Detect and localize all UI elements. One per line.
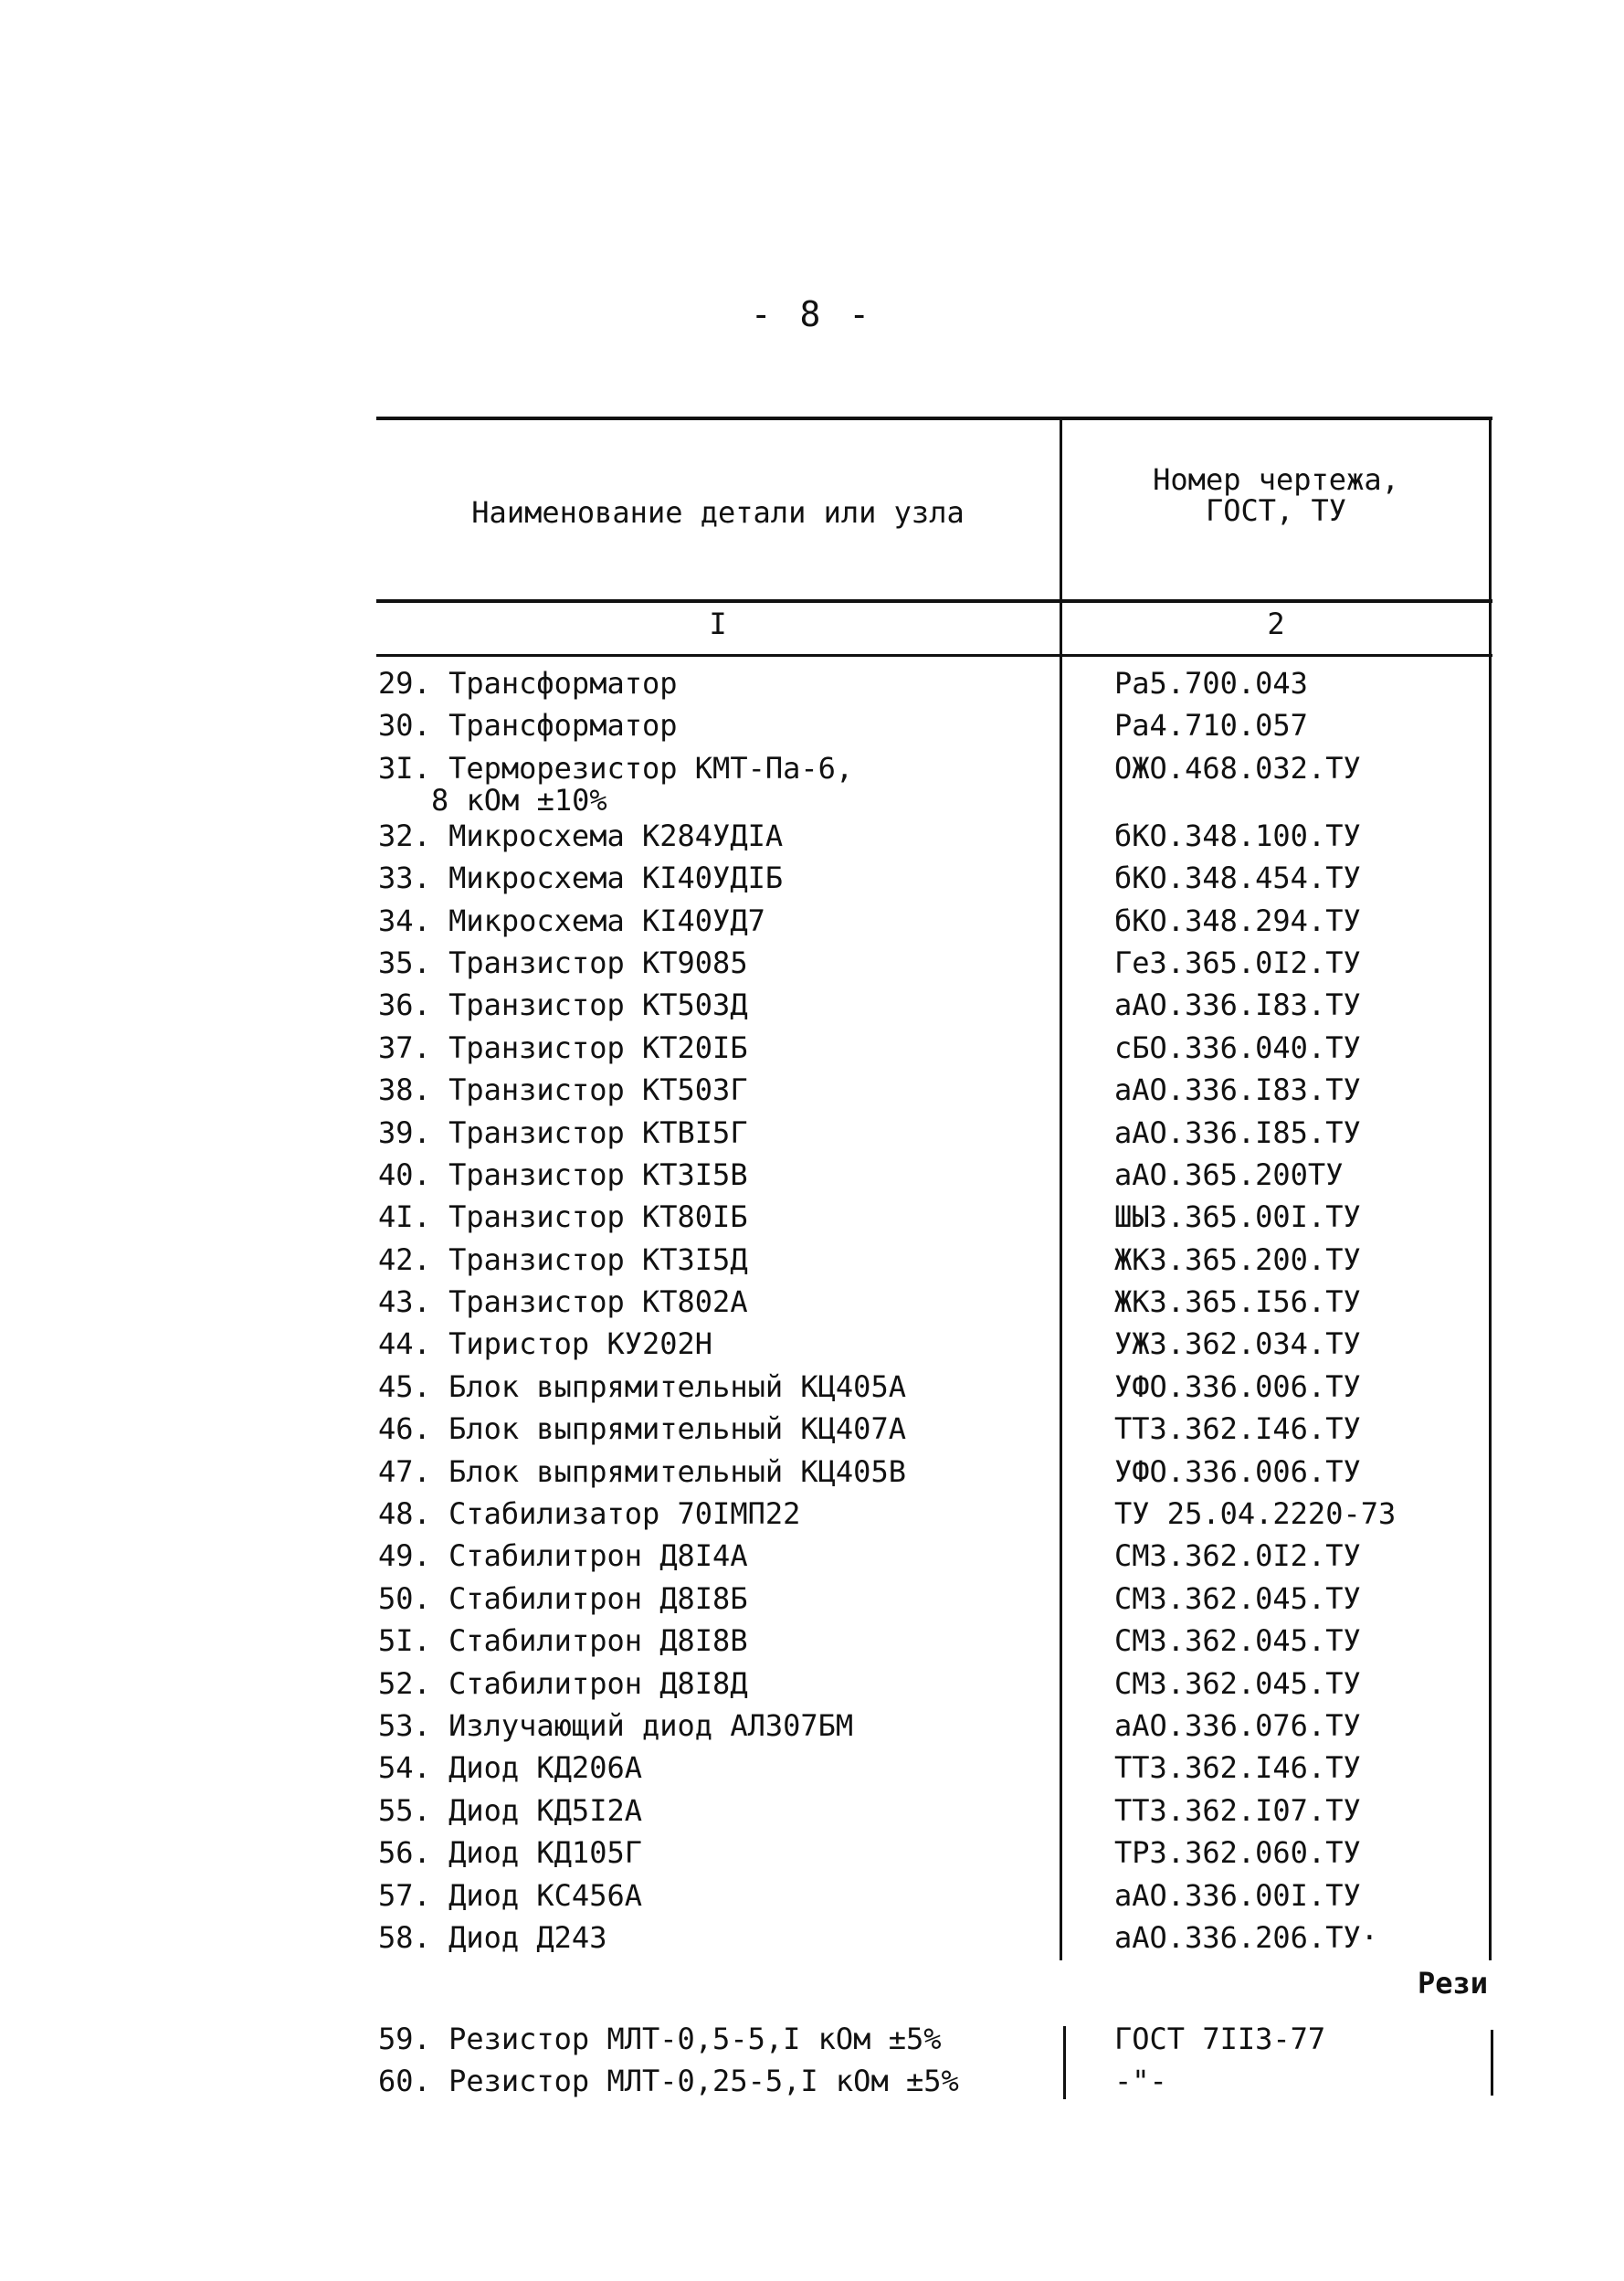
part-name <box>378 1580 1054 1617</box>
header-index-2: 2 <box>1267 607 1285 641</box>
part-name-text: Стабилитрон Д8I8Б <box>448 1580 748 1616</box>
table-row <box>378 1495 1483 1537</box>
table-row <box>378 1749 1483 1791</box>
part-name <box>378 1495 1054 1532</box>
table-right-border <box>1489 417 1492 1960</box>
row-number: 55. <box>378 1792 431 1828</box>
row-number: 5I. <box>378 1623 431 1659</box>
drawing-number: СМ3.362.0I2.ТУ <box>1114 1538 1361 1574</box>
part-name-text: Транзистор КТ503Д <box>448 987 748 1023</box>
table-row <box>378 1834 1483 1876</box>
table-row <box>378 818 1483 860</box>
row-number: 52. <box>378 1665 431 1701</box>
part-name-text: Транзистор КТ503Г <box>448 1072 748 1108</box>
row-number: 57. <box>378 1877 431 1913</box>
part-name-text: Транзистор КТ20IБ <box>448 1030 748 1065</box>
table-row <box>378 1283 1483 1325</box>
row-number: 40. <box>378 1156 431 1192</box>
table-row <box>378 665 1483 707</box>
table-header-rule <box>376 599 1492 603</box>
row-number: 34. <box>378 903 431 938</box>
drawing-number: ОЖО.468.032.ТУ <box>1114 750 1361 786</box>
part-name <box>378 1368 1054 1405</box>
part-name <box>378 1792 1054 1829</box>
header-index-1: I <box>709 607 727 641</box>
drawing-number: аАО.336.206.ТУ· <box>1114 1919 1378 1955</box>
table-row <box>378 903 1483 945</box>
part-name-text: Диод Д243 <box>448 1919 607 1955</box>
row-number: 56. <box>378 1835 431 1871</box>
part-name-text: Микросхема КI40УДIБ <box>448 861 784 896</box>
part-name-text: Стабилизатор 70IМП22 <box>448 1496 801 1532</box>
part-name-text: Блок выпрямительный КЦ405В <box>448 1453 906 1489</box>
drawing-number: СМ3.362.045.ТУ <box>1114 1623 1361 1659</box>
table-row <box>378 860 1483 902</box>
drawing-number: УЖ3.362.034.ТУ <box>1114 1326 1361 1362</box>
part-name <box>378 1537 1054 1574</box>
drawing-number: ТУ 25.04.2220-73 <box>1114 1496 1397 1532</box>
part-name <box>378 1283 1054 1320</box>
part-name-text: Блок выпрямительный КЦ407А <box>448 1411 906 1447</box>
table-row <box>378 1919 1483 1961</box>
part-name <box>378 1453 1054 1490</box>
drawing-number: Ра5.700.043 <box>1114 666 1308 701</box>
part-name-text: Терморезистор КМТ-Па-6, <box>448 750 854 786</box>
part-name <box>378 1877 1054 1914</box>
row-number: 29. <box>378 666 431 701</box>
table-index-rule <box>376 654 1492 657</box>
part-name-text: Транзистор КТ802А <box>448 1284 748 1320</box>
row-number: 4I. <box>378 1199 431 1235</box>
table-row <box>378 707 1483 749</box>
table-row <box>378 1665 1483 1707</box>
table-top-rule <box>376 417 1492 420</box>
drawing-number: бКО.348.294.ТУ <box>1114 903 1361 938</box>
drawing-number: УФО.336.006.ТУ <box>1114 1368 1361 1404</box>
row-number: 39. <box>378 1114 431 1150</box>
table-row <box>378 1792 1483 1834</box>
drawing-number: ЖК3.365.200.ТУ <box>1114 1241 1361 1277</box>
part-name <box>378 860 1054 896</box>
part-name-text: Резистор МЛТ-0,5-5,I кОм ±5% <box>448 2022 942 2056</box>
section-continuation-word: Рези <box>1418 1966 1489 2001</box>
table-row <box>378 1072 1483 1114</box>
table-row <box>378 1622 1483 1664</box>
part-name <box>378 1749 1054 1786</box>
row-number: 60. <box>378 2064 431 2099</box>
table-row <box>378 1114 1483 1156</box>
table-row <box>378 1368 1483 1410</box>
part-name <box>378 2021 1054 2057</box>
part-name <box>378 707 1054 744</box>
drawing-number: ТР3.362.060.ТУ <box>1114 1835 1361 1871</box>
row-number: 3I. <box>378 750 431 786</box>
part-name <box>378 1072 1054 1108</box>
table-row <box>378 750 1483 818</box>
drawing-number: аАО.365.200ТУ <box>1114 1156 1344 1192</box>
part-name-text: Излучающий диод АЛ307БМ <box>448 1707 854 1743</box>
drawing-number: ТТ3.362.I07.ТУ <box>1114 1792 1361 1828</box>
drawing-number: Ге3.365.0I2.ТУ <box>1114 945 1361 980</box>
row-number: 30. <box>378 708 431 744</box>
row-number: 50. <box>378 1580 431 1616</box>
drawing-number: ТТ3.362.I46.ТУ <box>1114 1750 1361 1786</box>
part-name <box>378 818 1054 854</box>
part-name <box>378 1199 1054 1235</box>
table-row <box>378 1030 1483 1072</box>
row-number: 49. <box>378 1538 431 1574</box>
drawing-number: УФО.336.006.ТУ <box>1114 1453 1361 1489</box>
part-name <box>378 987 1054 1023</box>
page-number: - 8 - <box>750 294 874 334</box>
header-drawing-number-line2: ГОСТ, ТУ <box>1205 493 1347 528</box>
part-name <box>378 1919 1054 1956</box>
part-name-continuation: 8 кОм ±10% <box>431 782 607 818</box>
row-number: 45. <box>378 1368 431 1404</box>
row-number: 58. <box>378 1919 431 1955</box>
drawing-number: ШЫ3.365.00I.ТУ <box>1114 1199 1361 1235</box>
drawing-number: бКО.348.100.ТУ <box>1114 818 1361 853</box>
row-number: 44. <box>378 1326 431 1362</box>
part-name-text: Транзистор КТВI5Г <box>448 1114 748 1150</box>
drawing-number: Ра4.710.057 <box>1114 708 1308 744</box>
part-name-text: Диод КД5I2А <box>448 1792 642 1828</box>
drawing-number: ТТ3.362.I46.ТУ <box>1114 1411 1361 1447</box>
part-name <box>378 1707 1054 1744</box>
part-name-text: Стабилитрон Д8I8Д <box>448 1665 748 1701</box>
table-body <box>378 665 1483 1961</box>
table-row <box>378 1453 1483 1495</box>
part-name <box>378 1241 1054 1278</box>
part-name <box>378 1410 1054 1447</box>
part-name-text: Диод КС456А <box>448 1877 642 1913</box>
table-row <box>378 1156 1483 1199</box>
part-name-text: Диод КД206А <box>448 1750 642 1786</box>
row-number: 38. <box>378 1072 431 1108</box>
drawing-number: аАО.336.00I.ТУ <box>1114 1877 1361 1913</box>
part-name-text: Блок выпрямительный КЦ405А <box>448 1368 906 1404</box>
drawing-number: СМ3.362.045.ТУ <box>1114 1665 1361 1701</box>
table-row <box>378 1241 1483 1283</box>
row-number: 43. <box>378 1284 431 1320</box>
part-name <box>378 1665 1054 1702</box>
table-row <box>378 1877 1483 1919</box>
header-drawing-number-line1: Номер чертежа, <box>1153 462 1399 497</box>
drawing-number: аАО.336.I85.ТУ <box>1114 1114 1361 1150</box>
header-part-name: Наименование детали или узла <box>471 495 965 530</box>
part-name-text: Транзистор КТ9085 <box>448 945 748 980</box>
drawing-number: сБО.336.040.ТУ <box>1114 1030 1361 1065</box>
part-name-text: Трансформатор <box>448 708 678 744</box>
row-number: 32. <box>378 818 431 853</box>
drawing-number: ЖК3.365.I56.ТУ <box>1114 1284 1361 1320</box>
table-row <box>378 2021 1483 2063</box>
part-name <box>378 1156 1054 1193</box>
header-drawing-number <box>1063 464 1489 526</box>
drawing-number: аАО.336.076.ТУ <box>1114 1707 1361 1743</box>
drawing-number: аАО.336.I83.ТУ <box>1114 987 1361 1023</box>
row-number: 47. <box>378 1453 431 1489</box>
drawing-number: СМ3.362.045.ТУ <box>1114 1580 1361 1616</box>
row-number: 42. <box>378 1241 431 1277</box>
row-number: 33. <box>378 861 431 896</box>
table-row <box>378 1199 1483 1241</box>
part-name <box>378 665 1054 702</box>
part-name <box>378 903 1054 939</box>
part-name-text: Диод КД105Г <box>448 1835 642 1871</box>
part-name-text: Стабилитрон Д8I4А <box>448 1538 748 1574</box>
part-name-text: Стабилитрон Д8I8В <box>448 1623 748 1659</box>
tail-right-border <box>1491 2030 1493 2096</box>
row-number: 54. <box>378 1750 431 1786</box>
row-number: 46. <box>378 1411 431 1447</box>
table-row <box>378 1325 1483 1368</box>
part-name-text: Микросхема КI40УД7 <box>448 903 765 938</box>
row-number: 35. <box>378 945 431 980</box>
part-name <box>378 750 1054 818</box>
part-name-text: Тиристор КУ202Н <box>448 1326 713 1362</box>
part-name <box>378 1622 1054 1659</box>
part-name-text: Резистор МЛТ-0,25-5,I кОм ±5% <box>448 2064 959 2099</box>
part-name-text: Транзистор КТ3I5Д <box>448 1241 748 1277</box>
row-number: 37. <box>378 1030 431 1065</box>
table-row <box>378 1410 1483 1452</box>
row-number: 53. <box>378 1707 431 1743</box>
part-name <box>378 2063 1054 2099</box>
part-name <box>378 945 1054 981</box>
part-name-text: Транзистор КТ80IБ <box>448 1199 748 1235</box>
part-name <box>378 1114 1054 1151</box>
drawing-number: -"- <box>1114 2064 1167 2099</box>
part-name <box>378 1030 1054 1066</box>
table-row <box>378 1707 1483 1749</box>
part-name <box>378 1325 1054 1362</box>
drawing-number: аАО.336.I83.ТУ <box>1114 1072 1361 1108</box>
table-row <box>378 1580 1483 1622</box>
part-name-text: Трансформатор <box>448 666 678 701</box>
part-name-text: Транзистор КТ3I5В <box>448 1156 748 1192</box>
drawing-number: бКО.348.454.ТУ <box>1114 861 1361 896</box>
row-number: 36. <box>378 987 431 1023</box>
tail-rows <box>378 2021 1483 2106</box>
drawing-number: ГОСТ 7II3-77 <box>1114 2022 1326 2056</box>
part-name <box>378 1834 1054 1871</box>
row-number: 48. <box>378 1496 431 1532</box>
row-number: 59. <box>378 2022 431 2056</box>
table-row <box>378 987 1483 1029</box>
table-row <box>378 945 1483 987</box>
table-row <box>378 1537 1483 1579</box>
part-name-text: Микросхема К284УДIА <box>448 818 784 853</box>
table-row <box>378 2063 1483 2105</box>
